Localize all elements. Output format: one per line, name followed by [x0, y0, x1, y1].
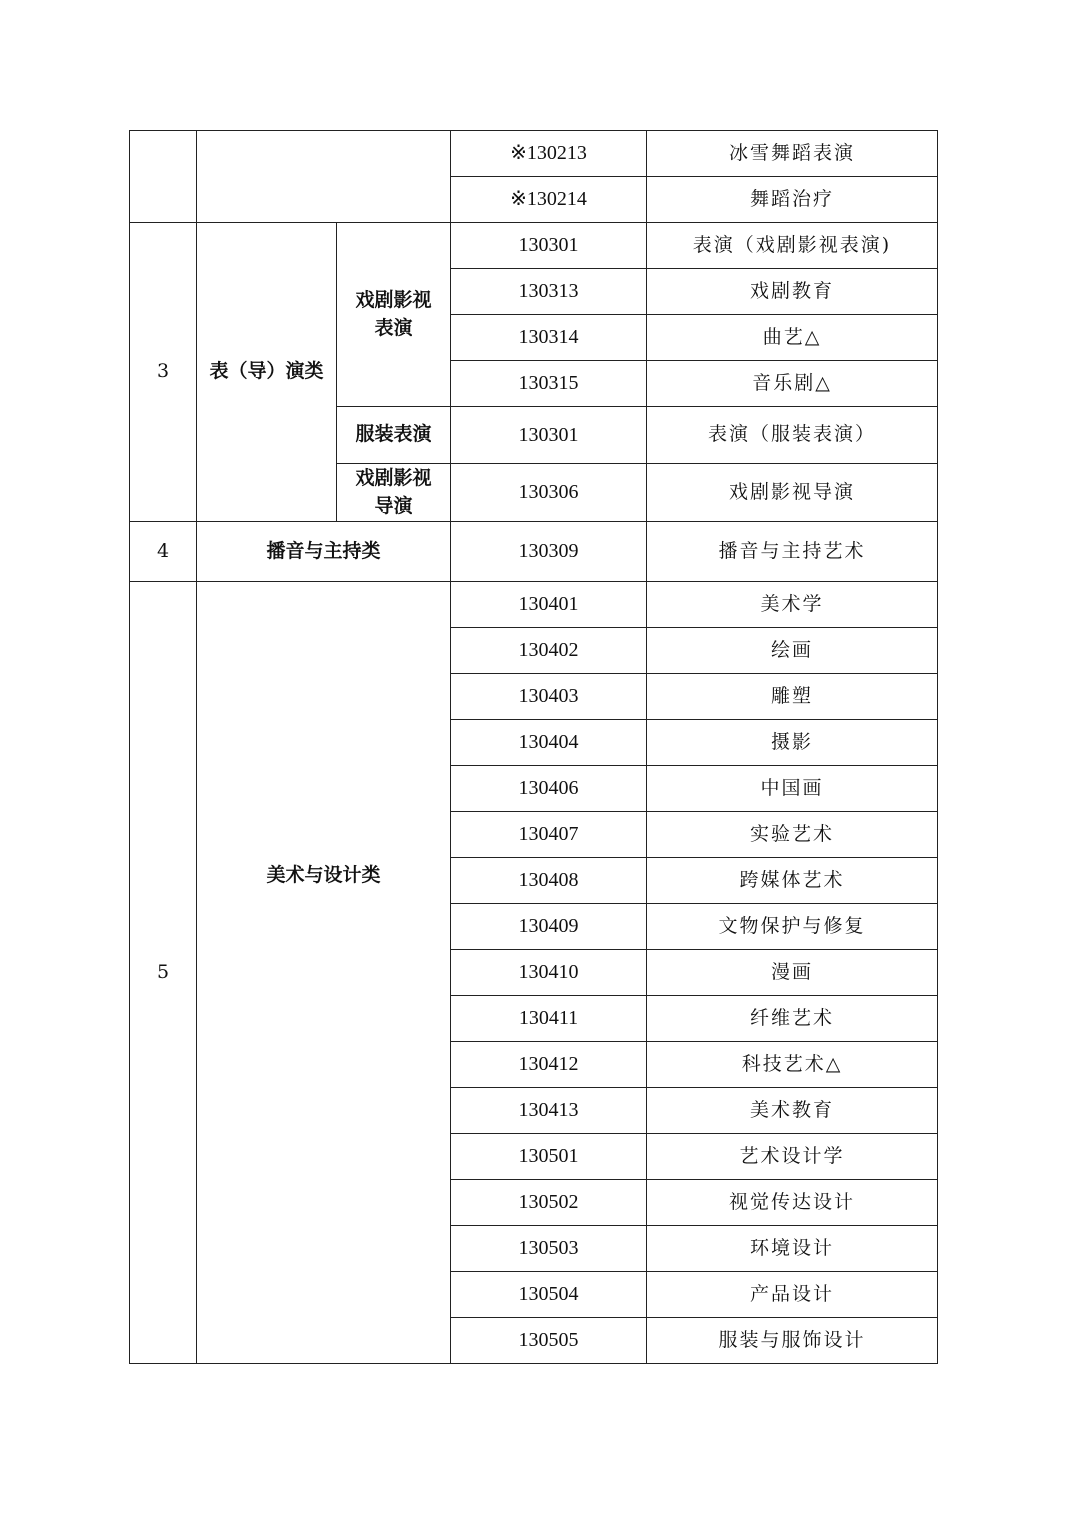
major-name: 音乐剧△ [647, 361, 938, 407]
subcategory-cell: 服装表演 [337, 407, 451, 464]
subcategory-label: 戏剧影视导演 [355, 466, 432, 517]
major-code: 130404 [451, 720, 647, 766]
major-name: 中国画 [647, 766, 938, 812]
major-name: 实验艺术 [647, 812, 938, 858]
major-code: 130411 [451, 996, 647, 1042]
major-name: 戏剧影视导演 [647, 464, 938, 522]
major-code: 130306 [451, 464, 647, 522]
major-name: 表演（戏剧影视表演) [647, 223, 938, 269]
major-code: 130412 [451, 1042, 647, 1088]
major-name: 跨媒体艺术 [647, 858, 938, 904]
major-code: 130301 [451, 223, 647, 269]
major-code: 130313 [451, 269, 647, 315]
major-name: 漫画 [647, 950, 938, 996]
major-code: 130413 [451, 1088, 647, 1134]
major-name: 环境设计 [647, 1226, 938, 1272]
major-code: 130410 [451, 950, 647, 996]
major-name: 雕塑 [647, 674, 938, 720]
category-cell: 播音与主持类 [197, 522, 451, 582]
major-name: 冰雪舞蹈表演 [647, 131, 938, 177]
major-code: 130407 [451, 812, 647, 858]
major-code: 130401 [451, 582, 647, 628]
major-code: 130309 [451, 522, 647, 582]
major-code: 130315 [451, 361, 647, 407]
table-row [130, 223, 938, 269]
major-name: 曲艺△ [647, 315, 938, 361]
major-code: 130503 [451, 1226, 647, 1272]
major-name: 绘画 [647, 628, 938, 674]
category-cell [197, 131, 451, 223]
major-catalog-table [129, 130, 938, 1364]
table-row [130, 582, 938, 628]
subcategory-cell [337, 464, 451, 522]
major-code: ※130213 [451, 131, 647, 177]
major-name: 纤维艺术 [647, 996, 938, 1042]
major-name: 服装与服饰设计 [647, 1318, 938, 1364]
major-code: 130501 [451, 1134, 647, 1180]
major-code: 130502 [451, 1180, 647, 1226]
index-cell: 4 [130, 522, 197, 582]
table-row [130, 522, 938, 582]
major-code: 130408 [451, 858, 647, 904]
major-name: 美术学 [647, 582, 938, 628]
major-name: 摄影 [647, 720, 938, 766]
index-cell: 3 [130, 223, 197, 522]
major-name: 视觉传达设计 [647, 1180, 938, 1226]
major-name: 戏剧教育 [647, 269, 938, 315]
major-name: 艺术设计学 [647, 1134, 938, 1180]
index-cell: 5 [130, 582, 197, 1364]
major-code: 130402 [451, 628, 647, 674]
major-name: 舞蹈治疗 [647, 177, 938, 223]
major-code: 130403 [451, 674, 647, 720]
major-name: 文物保护与修复 [647, 904, 938, 950]
major-name: 产品设计 [647, 1272, 938, 1318]
major-name: 科技艺术△ [647, 1042, 938, 1088]
category-cell [197, 582, 451, 1364]
major-code: ※130214 [451, 177, 647, 223]
major-code: 130314 [451, 315, 647, 361]
category-label: 美术与设计类 [266, 864, 381, 886]
major-name: 美术教育 [647, 1088, 938, 1134]
subcategory-cell [337, 223, 451, 407]
table-row [130, 131, 938, 177]
major-name: 表演（服装表演） [647, 407, 938, 464]
major-code: 130301 [451, 407, 647, 464]
major-code: 130505 [451, 1318, 647, 1364]
major-code: 130409 [451, 904, 647, 950]
major-code: 130406 [451, 766, 647, 812]
major-code: 130504 [451, 1272, 647, 1318]
category-cell: 表（导）演类 [197, 223, 337, 522]
major-name: 播音与主持艺术 [647, 522, 938, 582]
index-cell [130, 131, 197, 223]
subcategory-label: 戏剧影视表演 [355, 288, 432, 339]
